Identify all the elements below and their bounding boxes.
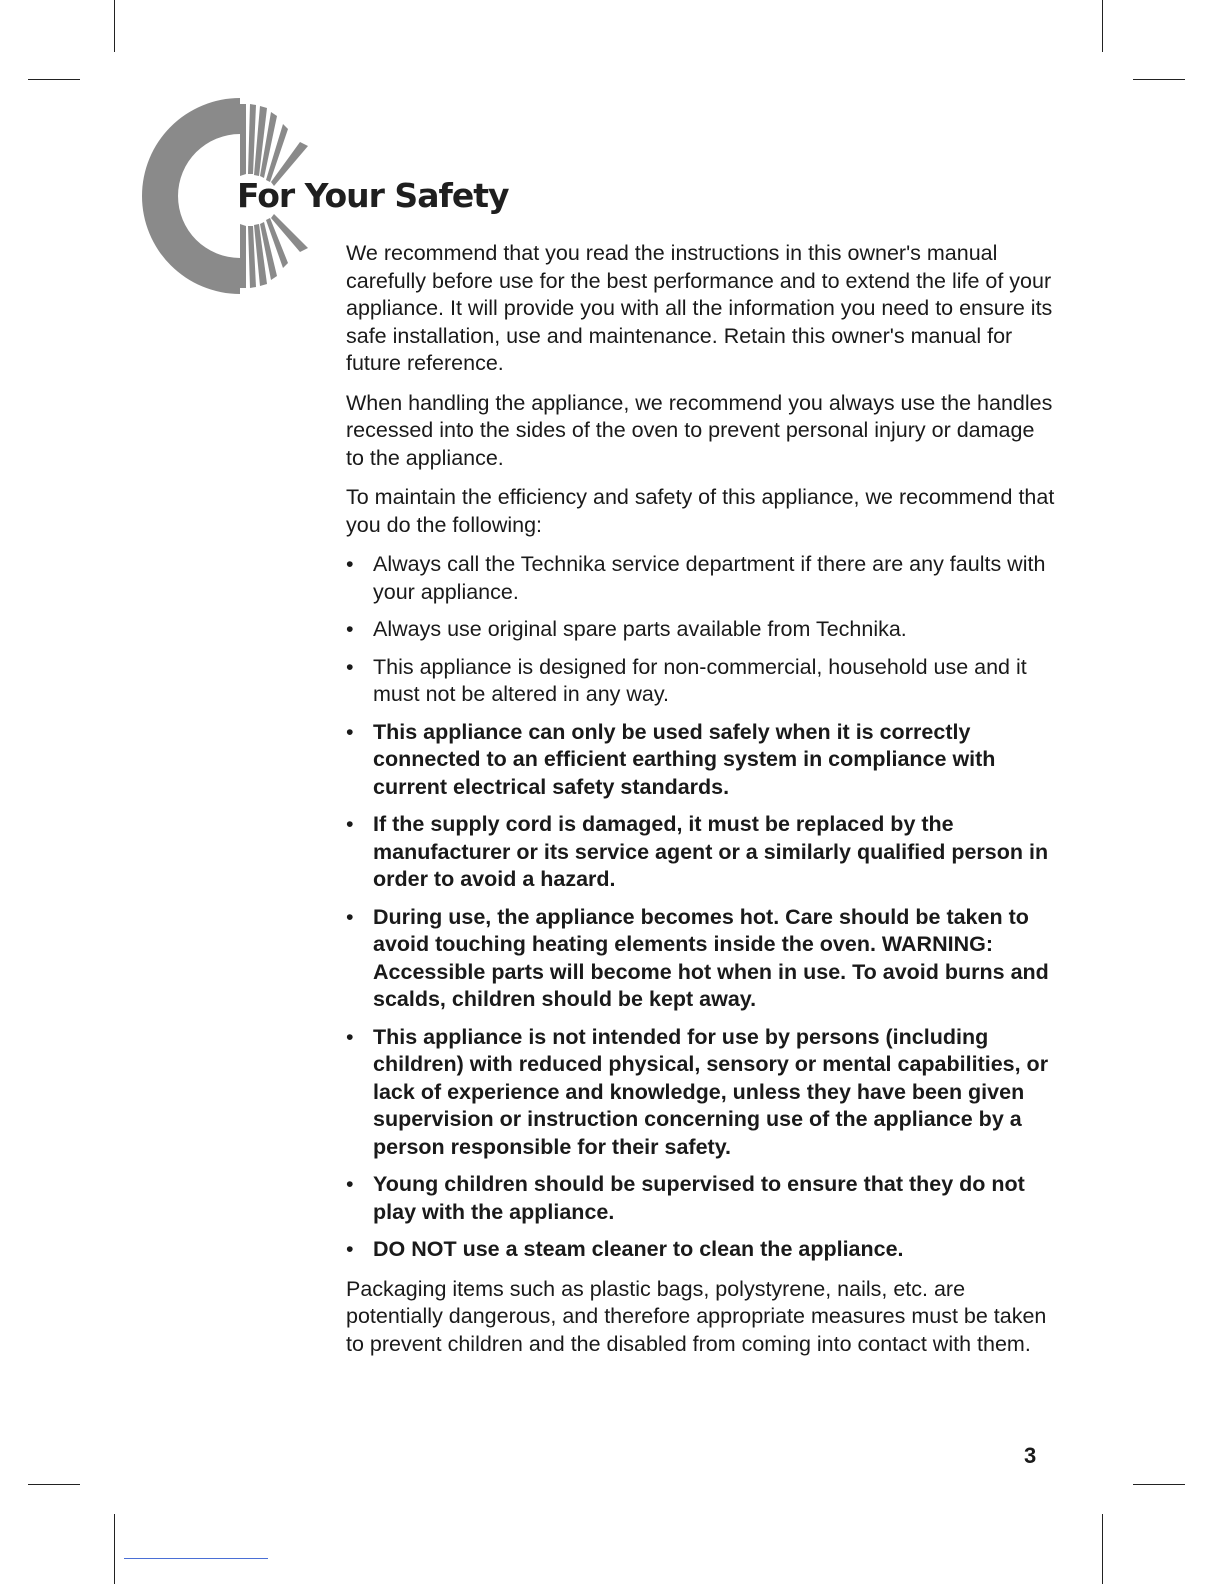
page-title: For Your Safety bbox=[237, 176, 509, 215]
crop-mark bbox=[1133, 79, 1185, 80]
crop-mark bbox=[114, 1514, 115, 1584]
crop-mark bbox=[1102, 1514, 1103, 1584]
intro-paragraph: To maintain the efficiency and safety of this appliance, we recommend that you do the following: bbox=[346, 485, 1055, 537]
safety-content bbox=[346, 240, 1058, 1370]
safety-item-bold: • This appliance is not intended for use by persons (including children) with reduced physical, sensory or mental capabilities, or lack of experience and knowledge, unless they have been given supervision or instruction concerning use of the appliance by a person responsible for their safety. bbox=[346, 1024, 1058, 1162]
safety-item-bold: • This appliance can only be used safely when it is correctly connected to an efficient earthing system in compliance with current electrical safety standards. bbox=[346, 719, 1058, 802]
crop-mark bbox=[28, 1484, 80, 1485]
sunburst-rays-bottom bbox=[240, 214, 308, 288]
intro-paragraph: We recommend that you read the instructions in this owner's manual carefully before use for the best performance and to extend the life of your appliance. It will provide you with all the information you need to ensure its safe installation, use and maintenance. Retain this owner's manual for future reference. bbox=[346, 241, 1053, 375]
safety-item-bold: • During use, the appliance becomes hot. Care should be taken to avoid touching heating elements inside the oven. WARNING: Accessible parts will become hot when in use. To avoid burns and scalds, children should be kept away. bbox=[346, 904, 1058, 1014]
crop-mark bbox=[114, 0, 115, 52]
decorative-line bbox=[124, 1558, 268, 1559]
safety-item: • This appliance is designed for non-commercial, household use and it must not be altered in any way. bbox=[346, 654, 1058, 709]
safety-item: • Always call the Technika service department if there are any faults with your appliance. bbox=[346, 551, 1058, 606]
sunburst-rays-top bbox=[240, 104, 308, 186]
crop-mark bbox=[1133, 1484, 1185, 1485]
safety-item-bold: • If the supply cord is damaged, it must be replaced by the manufacturer or its service agent or a similarly qualified person in order to avoid a hazard. bbox=[346, 811, 1058, 894]
safety-item: • Always use original spare parts available from Technika. bbox=[346, 616, 1058, 644]
crop-mark bbox=[1102, 0, 1103, 52]
intro-paragraph: When handling the appliance, we recommend you always use the handles recessed into the sides of the oven to prevent personal injury or damage to the appliance. bbox=[346, 390, 1053, 470]
closing-paragraph: Packaging items such as plastic bags, polystyrene, nails, etc. are potentially dangerous, and therefore appropriate measures must be taken to prevent children and the disabled from coming into contact with them. bbox=[346, 1276, 1047, 1356]
crop-mark bbox=[28, 79, 80, 80]
safety-list bbox=[346, 551, 1058, 1264]
page-number: 3 bbox=[1024, 1443, 1037, 1468]
safety-item-bold: • DO NOT use a steam cleaner to clean the appliance. bbox=[346, 1236, 1058, 1264]
safety-item-bold: • Young children should be supervised to ensure that they do not play with the appliance. bbox=[346, 1171, 1058, 1226]
